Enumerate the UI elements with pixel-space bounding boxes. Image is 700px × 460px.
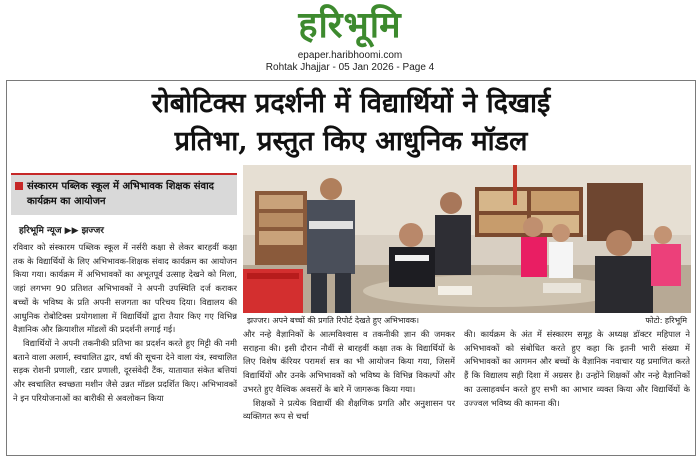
subhead: संस्कारम पब्लिक स्कूल में अभिभावक शिक्षक संवाद कार्यक्रम का आयोजन — [27, 181, 214, 207]
headline-line-1: रोबोटिक्स प्रदर्शनी में विद्यार्थियों ने दिखाई — [151, 88, 551, 119]
photo-caption-bar — [243, 314, 691, 326]
column-2-paragraph-2: शिक्षकों ने प्रत्येक विद्यार्थी की शैक्षणिक प्रगति और अनुशासन पर व्यक्तिगत रूप से चर्चा — [243, 397, 455, 422]
article-column-2 — [243, 328, 455, 456]
headline — [7, 85, 695, 161]
masthead — [0, 0, 700, 78]
article-frame — [6, 80, 696, 456]
article-column-3 — [464, 328, 690, 456]
site-url[interactable]: epaper.haribhoomi.com — [297, 50, 403, 61]
photo-credit: फोटो: हरिभूमि — [645, 316, 687, 325]
subhead-box — [11, 173, 237, 215]
column-3-paragraph-1: की। कार्यक्रम के अंत में संस्कारम समूह के अध्यक्ष डॉक्टर महिपाल ने अभिभावकों को संबोधित करते हुए कहा कि इतनी भारी संख्या में अभिभावकों का आगमन और बच्चों के वैज्ञानिक नवाचार यह प्रमाणित करते हैं कि विद्यालय सही दिशा में अग्रसर है। उन्होंने शिक्षकों और नन्हे वैज्ञानिकों का उत्साहवर्धन करते हुए सभी का आभार व्यक्त किया और विद्यार्थियों के उज्ज्वल भविष्य की कामना की। — [464, 329, 690, 408]
bullet-square-icon — [15, 182, 23, 190]
classroom-photo-illustration — [243, 165, 691, 313]
byline: हरिभूमि न्यूज ▶▶ झज्जर — [19, 226, 104, 236]
newspaper-logo: हरिभूमि — [298, 5, 402, 46]
column-1-paragraph-1: रविवार को संस्कारम पब्लिक स्कूल में नर्सरी कक्षा से लेकर बारहवीं कक्षा तक के विद्यार्थियों के लिए अभिभावक-शिक्षक संवाद कार्यक्रम का आयोजन किया गया। कार्यक्रम में अभिभावकों का अभूतपूर्व उत्साह देखने को मिला, जहां लगभग 90 प्रतिशत अभिभावकों ने अपनी उपस्थिति दर्ज कराकर बच्चों के भविष्य के प्रति अपनी सजगता का परिचय दिया। विद्यालय की आधुनिक रोबोटिक्स प्रयोगशाला में विद्यार्थियों द्वारा तैयार किए गए विभिन्न वैज्ञानिक और क्रियाशील मॉडलों की प्रदर्शनी लगाई गई। — [13, 242, 237, 335]
article-photo — [243, 165, 691, 313]
headline-line-2: प्रतिभा, प्रस्तुत किए आधुनिक मॉडल — [174, 126, 528, 157]
photo-caption: झज्जर। अपने बच्चों की प्रगति रिपोर्ट देखते हुए अभिभावक। — [247, 316, 420, 325]
column-1-paragraph-2: विद्यार्थियों ने अपनी तकनीकी प्रतिभा का प्रदर्शन करते हुए मिट्टी की नमी बताने वाला अलार्म, स्वचालित द्वार, वर्षा की सूचना देने वाला यंत्र, स्वचालित सड़क रोशनी प्रणाली, रडार प्रणाली, दूरसंवेदी टैंक, यातायात संकेत बत्तियां और स्वचालित स्वच्छता मशीन जैसे उन्नत मॉडल प्रदर्शित किए। अभिभावकों ने इन परियोजनाओं का बारीकी से अवलोकन किया — [13, 337, 237, 403]
edition-info: Rohtak Jhajjar - 05 Jan 2026 - Page 4 — [265, 62, 435, 73]
article-column-1 — [13, 241, 237, 455]
column-2-paragraph-1: और नन्हे वैज्ञानिकों के आत्मविश्वास व तकनीकी ज्ञान की जमकर सराहना की। इसी दौरान नौवीं से बारहवीं कक्षा तक के विद्यार्थियों के लिए विशेष कॅरियर परामर्श सत्र का भी आयोजन किया गया, जिसमें विद्यार्थियों और उनके अभिभावकों को भविष्य के विभिन्न विकल्पों और उभरते हुए वैश्विक अवसरों के बारे में जागरूक किया गया। — [243, 329, 455, 394]
